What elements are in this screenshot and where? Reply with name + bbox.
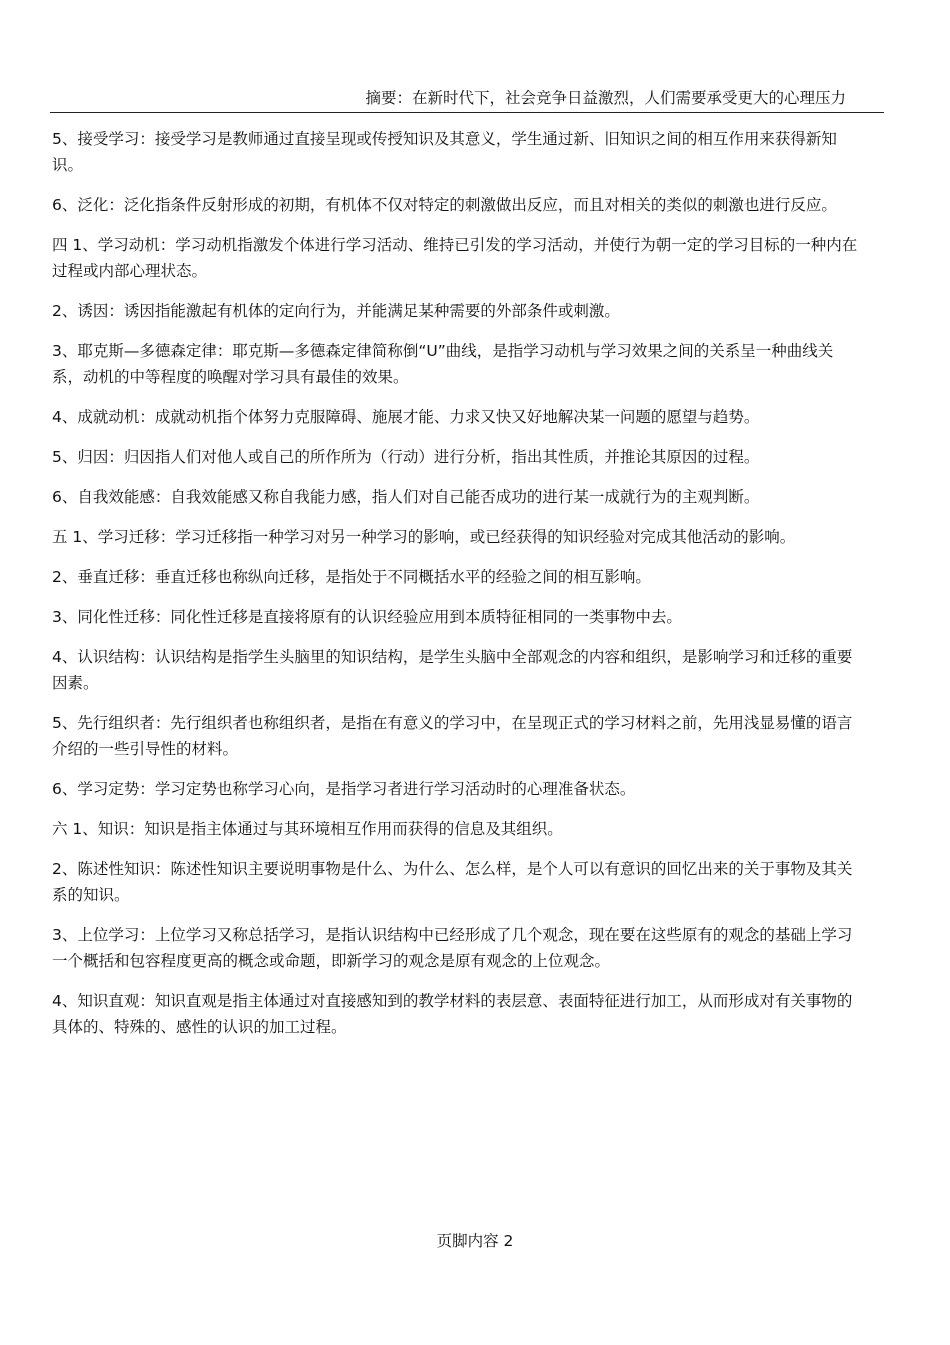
paragraph-declarative-knowledge: 2、陈述性知识：陈述性知识主要说明事物是什么、为什么、怎么样，是个人可以有意识的回忆出来的关于事物及其关系的知识。: [52, 860, 853, 904]
paragraph-superordinate-learning: 3、上位学习：上位学习又称总括学习，是指认识结构中已经形成了几个观念，现在要在这些原有的观念的基础上学习一个概括和包容程度更高的概念或命题，即新学习的观念是原有观念的上位观念。: [52, 926, 853, 970]
paragraph-yerkes-dodson-law: 3、耶克斯—多德森定律：耶克斯—多德森定律简称倒“U”曲线，是指学习动机与学习效果之间的关系呈一种曲线关系，动机的中等程度的唤醒对学习具有最佳的效果。: [52, 342, 834, 386]
header-divider: [50, 112, 884, 113]
paragraph-generalization: 6、泛化：泛化指条件反射形成的初期，有机体不仅对特定的刺激做出反应，而且对相关的类似的刺激也进行反应。: [52, 196, 837, 214]
paragraph-assimilative-transfer: 3、同化性迁移：同化性迁移是直接将原有的认识经验应用到本质特征相同的一类事物中去。: [52, 608, 682, 626]
document-body: [52, 126, 862, 1054]
paragraph-attribution: 5、归因：归因指人们对他人或自己的所作所为（行动）进行分析，指出其性质，并推论其原因的过程。: [52, 448, 760, 466]
paragraph-achievement-motivation: 4、成就动机：成就动机指个体努力克服障碍、施展才能、力求又快又好地解决某一问题的愿望与趋势。: [52, 408, 760, 426]
paragraph-learning-transfer: 五 1、学习迁移：学习迁移指一种学习对另一种学习的影响，或已经获得的知识经验对完成其他活动的影响。: [52, 528, 796, 546]
paragraph-cognitive-structure: 4、认识结构：认识结构是指学生头脑里的知识结构，是学生头脑中全部观念的内容和组织，是影响学习和迁移的重要因素。: [52, 648, 853, 692]
paragraph-learning-set: 6、学习定势：学习定势也称学习心向，是指学习者进行学习活动时的心理准备状态。: [52, 780, 636, 798]
paragraph-receptive-learning: 5、接受学习：接受学习是教师通过直接呈现或传授知识及其意义，学生通过新、旧知识之间的相互作用来获得新知识。: [52, 130, 837, 174]
paragraph-learning-motivation: 四 1、学习动机：学习动机指激发个体进行学习活动、维持已引发的学习活动，并使行为朝一定的学习目标的一种内在过程或内部心理状态。: [52, 236, 858, 280]
paragraph-advance-organizer: 5、先行组织者：先行组织者也称组织者，是指在有意义的学习中，在呈现正式的学习材料之前，先用浅显易懂的语言介绍的一些引导性的材料。: [52, 714, 853, 758]
running-header: 摘要：在新时代下，社会竞争日益激烈，人们需要承受更大的心理压力: [365, 89, 846, 107]
paragraph-self-efficacy: 6、自我效能感：自我效能感又称自我能力感，指人们对自己能否成功的进行某一成就行为的主观判断。: [52, 488, 760, 506]
paragraph-vertical-transfer: 2、垂直迁移：垂直迁移也称纵向迁移，是指处于不同概括水平的经验之间的相互影响。: [52, 568, 651, 586]
page-footer: 页脚内容 2: [436, 1232, 514, 1250]
paragraph-incentive: 2、诱因：诱因指能激起有机体的定向行为，并能满足某种需要的外部条件或刺激。: [52, 302, 620, 320]
paragraph-knowledge: 六 1、知识：知识是指主体通过与其环境相互作用而获得的信息及其组织。: [52, 820, 563, 838]
paragraph-knowledge-intuition: 4、知识直观：知识直观是指主体通过对直接感知到的教学材料的表层意、表面特征进行加工，从而形成对有关事物的具体的、特殊的、感性的认识的加工过程。: [52, 992, 853, 1036]
